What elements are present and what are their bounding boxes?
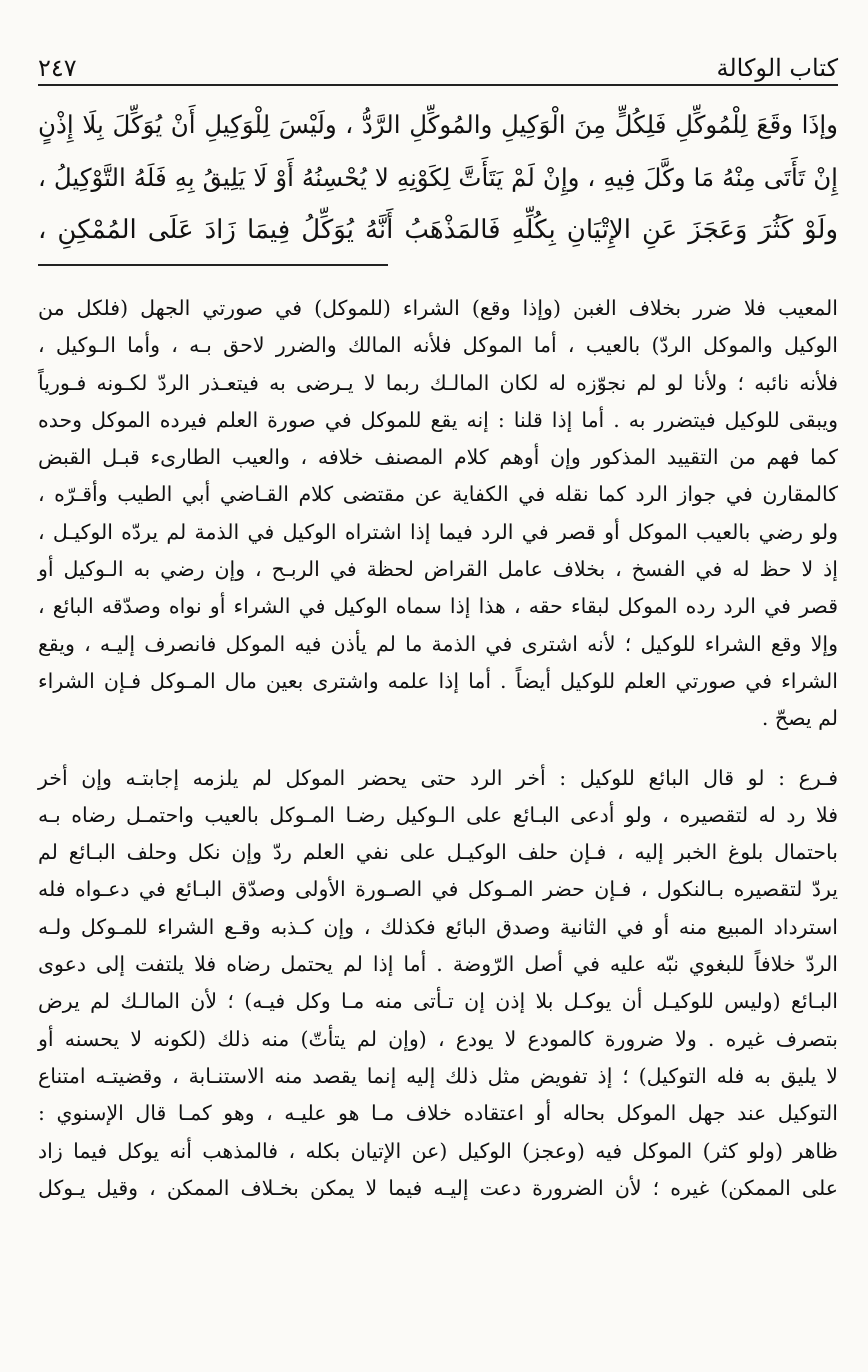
sharh-line: قصر في الرد رده الموكل لبقاء حقه ، هذا إذا سماه الوكيل في الشراء أو نواه وصدّقه البائع ،: [38, 594, 838, 619]
sharh-line: الشراء في صورتي العلم للوكيل أيضاً . أما إذا علمه واشترى بعين مال المـوكل فـإن الشراء: [38, 668, 838, 693]
sharh-line: فلأنه نائبه ؛ ولأنا لو لم نجوّزه له لكان المالـك ربما لا يـرضى به فيتعـذر الردّ لكـونه فـورياً: [38, 370, 838, 395]
paragraph-gap: [38, 738, 838, 760]
sharh-line: لا يليق به فله التوكيل) ؛ إذ تفويض مثل ذلك إليه إنما يقصد منه الاستنـابة ، وقضيتـه امتناع: [38, 1063, 838, 1088]
sharh-line: باحتمال بلوغ الخبر إليه ، فـإن حلف الوكيـل على نفي العلم ردّ وإن نكل وحلف البـائع لم: [38, 840, 838, 865]
sharh-line: كالمقارن في جواز الرد كما نقله في الكفاية عن مقتضى كلام القـاضي أبي الطيب وأقـرّه ،: [38, 482, 838, 507]
sharh-line: وإلا وقع الشراء للوكيل ؛ لأنه اشترى في الذمة ما لم يأذن فيه الموكل فانصرف إليـه ، ويقع: [38, 631, 838, 656]
sharh-line: البـائع (وليس للوكيـل أن يوكـل بلا إذن إن تـأتى منه مـا وكل فيـه) ؛ لأن المالـك لم يرض: [38, 989, 838, 1014]
header-rule: [38, 84, 838, 86]
matn-line: ولَوْ كَثُرَ وَعَجَزَ عَنِ الإِتْيَانِ بِكُلِّهِ فَالمَذْهَبُ أَنَّهُ يُوَكِّلُ فِيمَا زَادَ عَلَى المُمْكِنِ ،: [38, 215, 838, 245]
sharh-line: التوكيل عند جهل الموكل بحاله أو اعتقاده خلاف مـا هو عليـه ، وهو كمـا قال الإسنوي :: [38, 1101, 838, 1126]
sharh-line: لم يصحّ .: [761, 706, 838, 731]
matn-text: [38, 98, 838, 257]
sharh-line: ويبقى للوكيل فيتضرر به . أما إذا قلنا : إنه يقع للموكل في صورة العلم فيرده الموكل وحده: [38, 407, 838, 432]
sharh-line: بتصرف غيره . ولا ضرورة كالمودع لا يودع ، (وإن لم يتأتّ) منه ذلك (لكونه لا يحسنه أو: [38, 1026, 838, 1051]
book-page: [38, 28, 838, 1348]
matn-line: وإذَا وقَعَ لِلْمُوكِّلِ فَلِكُلٍّ مِنَ الْوَكِيلِ والمُوكِّلِ الرَّدُّ ، ولَيْسَ لِلْوَكِيلِ أَنْ يُوَكِّلَ بِلَا إِذْنٍ: [38, 110, 838, 139]
sharh-line: كما فهم من التقييد المذكور وإن أوهم كلام المصنف خلافه ، والعيب الطارىء قبـل القبض: [38, 445, 838, 470]
sharh-line: ظاهر (ولو كثر) الموكل فيه (وعجز) الوكيل (عن الإتيان بكله ، فالمذهب أنه يوكل فيما زاد: [38, 1138, 838, 1163]
sharh-text: [38, 290, 838, 1207]
matn-line: إِنْ تَأَتَى مِنْهُ مَا وكَّلَ فِيهِ ، وإِنْ لَمْ يَتَأَتَّ لِكَوْنِهِ لا يُحْسِنُهُ أَوْ لَا يَلِيقُ بِهِ فَلَهُ التَّوْكِيلُ ،: [38, 163, 838, 192]
sharh-line: استرداد المبيع منه أو في الثانية وصدق البائع فكذلك ، وإن كـذبه وقـع الشراء للمـوكل ولـه: [38, 914, 838, 939]
sharh-line: على الممكن) غيره ؛ لأن الضرورة دعت إليـه فيما لا يمكن بخـلاف الممكن ، وقيل يـوكل: [38, 1175, 838, 1200]
page-header: [38, 42, 838, 82]
sharh-line: ولو رضي بالعيب الموكل أو قصر في الرد فيما إذا اشتراه الوكيل في الذمة لم يردّه الوكيـل ،: [38, 519, 838, 544]
footnote-divider: [38, 264, 388, 266]
page-number: ٢٤٧: [38, 54, 77, 82]
sharh-line: فـرع : لو قال البائع للوكيل : أخر الرد حتى يحضر الموكل لم يلزمه إجابتـه وإن أخر: [38, 765, 838, 790]
sharh-line: المعيب فلا ضرر بخلاف الغبن (وإذا وقع) الشراء (للموكل) في صورتي الجهل (فلكل من: [38, 296, 838, 320]
sharh-line: الردّ خلافاً للبغوي نبّه عليه في أصل الرّوضة . أما إذا لم يحتمل رضاه فلا يلتفت إلى دعوى: [38, 952, 838, 977]
sharh-line: إذ لا حظ له في الفسخ ، بخلاف عامل القراض لحظة في الربـح ، وإن رضي به الـوكيل أو: [38, 557, 838, 582]
sharh-line: الوكيل والموكل الردّ) بالعيب ، أما الموكل فلأنه المالك والضرر لاحق بـه ، وأما الـوكيل ،: [38, 333, 838, 358]
sharh-line: يردّ لتقصيره بـالنكول ، فـإن حضر المـوكل في الصـورة الأولى وصدّق البـائع في دعـواه فله: [38, 877, 838, 902]
chapter-title: كتاب الوكالة: [716, 54, 838, 82]
sharh-line: فلا رد له لتقصيره ، ولو أدعى البـائع على الـوكيل رضـا المـوكل بالعيب واحتمـل رضاه بـه: [38, 802, 838, 827]
